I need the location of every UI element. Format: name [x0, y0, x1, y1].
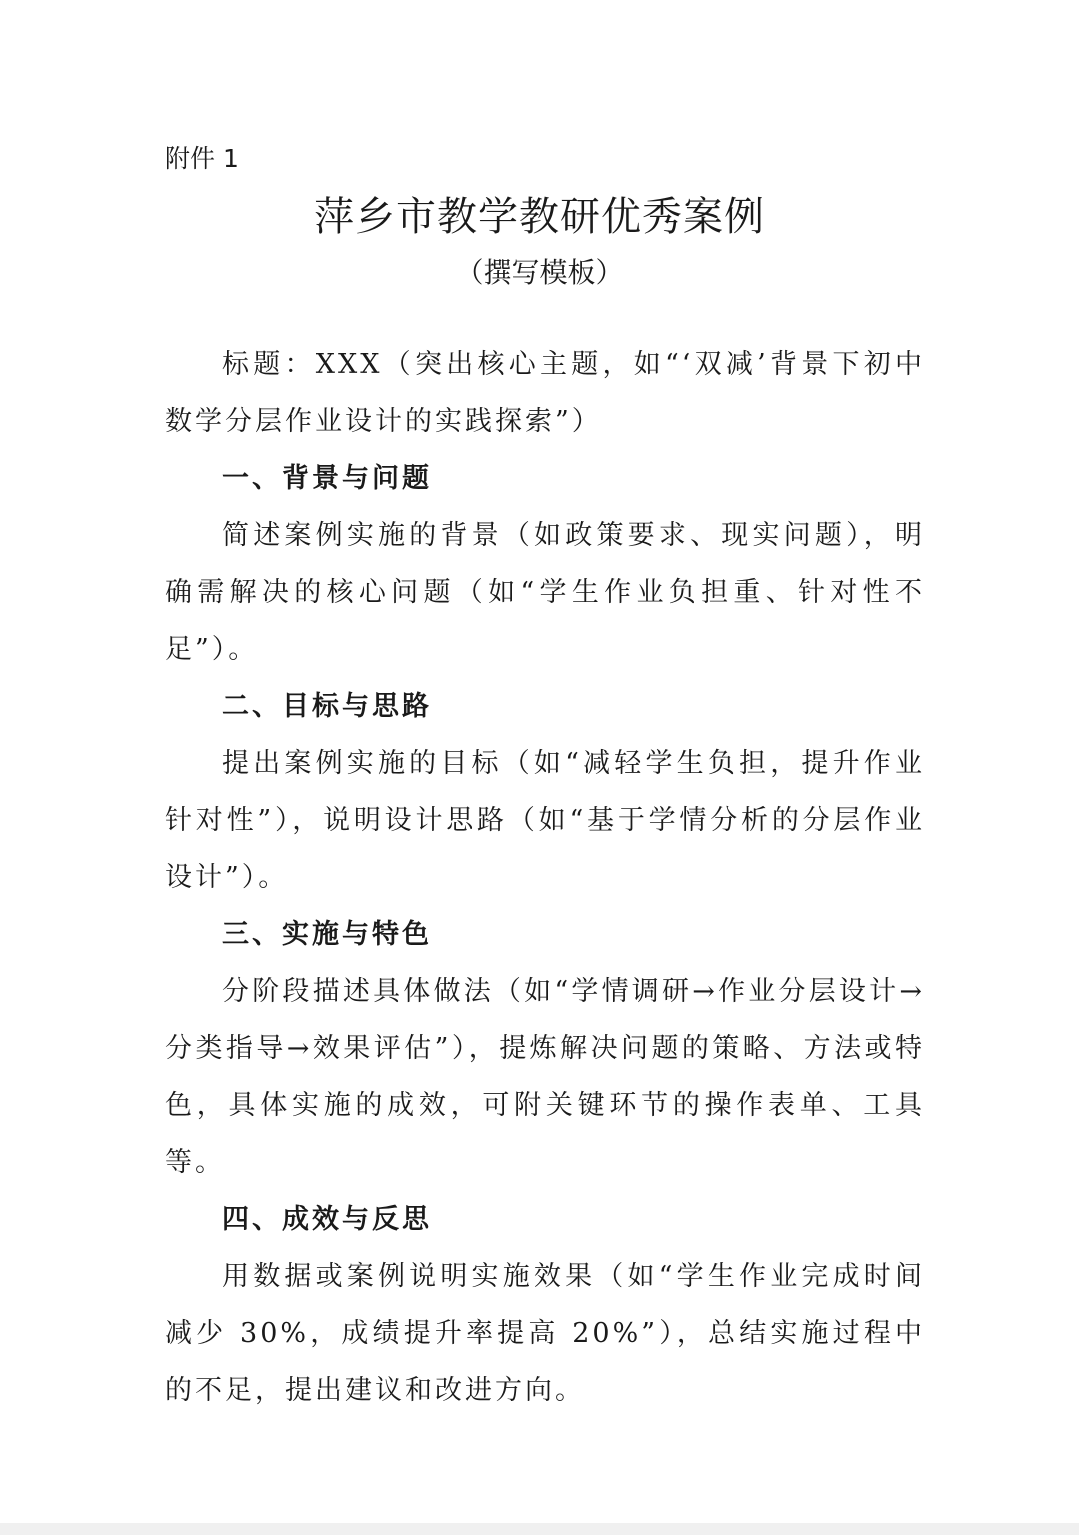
attachment-label: 附件 1	[165, 144, 239, 173]
section-text-implementation: 分阶段描述具体做法（如“学情调研→作业分层设计→分类指导→效果评估”），提炼解决问题的策略、方法或特色，具体实施的成效，可附关键环节的操作表单、工具等。	[165, 976, 925, 1178]
section-heading-goals: 二、目标与思路	[222, 691, 432, 722]
document-title: 萍乡市教学教研优秀案例	[314, 194, 765, 240]
section-text-background: 简述案例实施的背景（如政策要求、现实问题），明确需解决的核心问题（如“学生作业负担重、针对性不足”）。	[165, 520, 925, 665]
document-subtitle: （撰写模板）	[455, 256, 624, 289]
section-text-results: 用数据或案例说明实施效果（如“学生作业完成时间减少 30%，成绩提升率提高 20%”），总结实施过程中的不足，提出建议和改进方向。	[165, 1261, 925, 1406]
section-heading-background: 一、背景与问题	[222, 463, 432, 494]
document-body	[165, 336, 925, 1419]
section-heading-results: 四、成效与反思	[222, 1204, 432, 1235]
section-text-goals: 提出案例实施的目标（如“减轻学生负担，提升作业针对性”），说明设计思路（如“基于学情分析的分层作业设计”）。	[165, 748, 925, 893]
section-heading-implementation: 三、实施与特色	[222, 919, 432, 950]
intro-paragraph: 标题：XXX（突出核心主题，如“‘双减’背景下初中数学分层作业设计的实践探索”）	[165, 349, 925, 437]
page-bottom-strip	[0, 1523, 1079, 1535]
